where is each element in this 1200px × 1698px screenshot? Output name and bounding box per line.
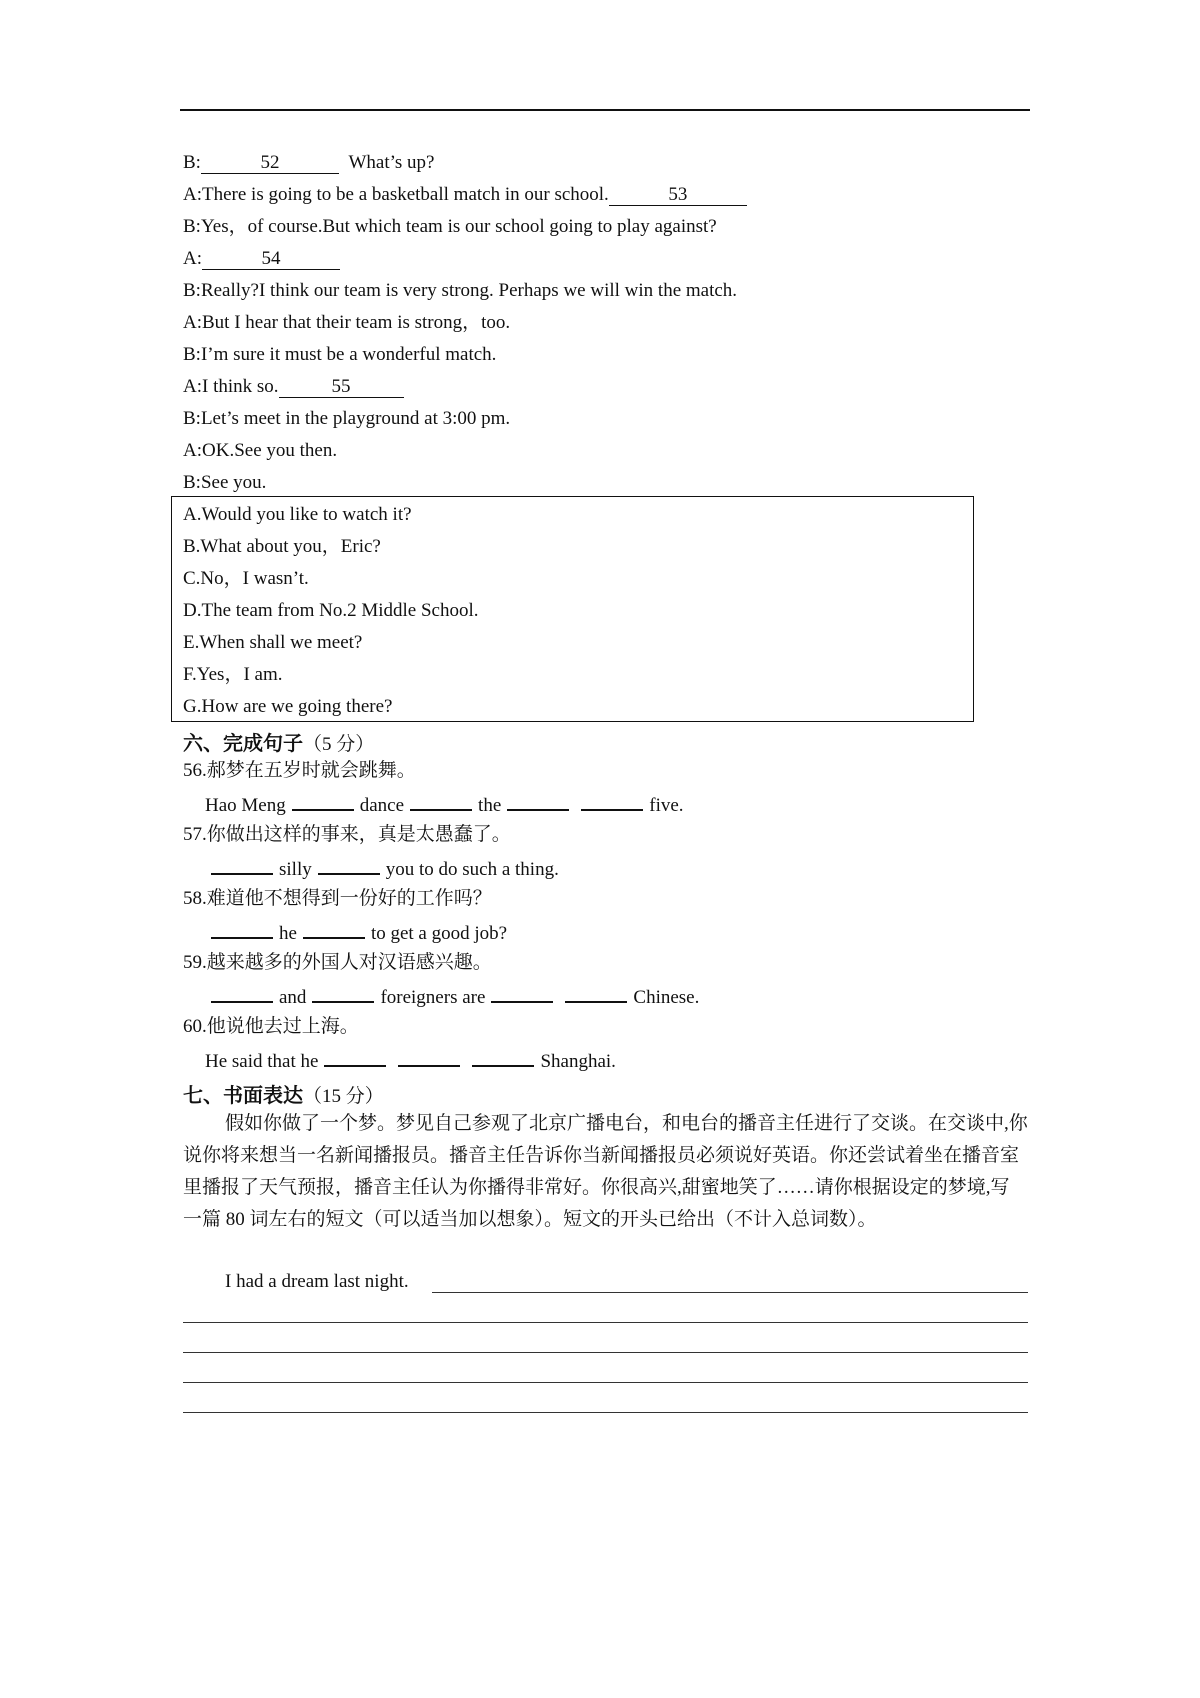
dialogue-line-54: A: 54: [183, 247, 340, 271]
answer-blank[interactable]: [507, 791, 569, 811]
answer-blank[interactable]: [211, 983, 273, 1003]
answer-blank[interactable]: [472, 1047, 534, 1067]
option-f: F.Yes，I am.: [183, 664, 283, 685]
question-60-prompt: 60.他说他去过上海。: [183, 1016, 359, 1037]
dialogue-line: A:But I hear that their team is strong，too.: [183, 312, 511, 333]
dialogue-line: B:See you.: [183, 472, 267, 493]
question-57-answer: silly you to do such a thing.: [205, 855, 559, 882]
dialogue-line: B:Yes，of course.But which team is our school going to play against?: [183, 216, 717, 237]
question-58-prompt: 58.难道他不想得到一份好的工作吗？: [183, 888, 492, 909]
answer-blank[interactable]: [211, 919, 273, 939]
answer-blank[interactable]: [491, 983, 553, 1003]
answer-blank[interactable]: [303, 919, 365, 939]
section-6-heading: 六、完成句子（5 分）: [183, 731, 375, 755]
header-rule: [180, 109, 1030, 111]
question-56-prompt: 56.郝梦在五岁时就会跳舞。: [183, 760, 416, 781]
section-7-heading: 七、书面表达（15 分）: [183, 1083, 384, 1107]
option-d: D.The team from No.2 Middle School.: [183, 600, 479, 621]
question-59-answer: and foreigners are Chinese.: [205, 983, 699, 1010]
writing-line[interactable]: [183, 1412, 1028, 1413]
question-60-answer: He said that he Shanghai.: [205, 1047, 616, 1074]
dialogue-line-55: A:I think so. 55: [183, 375, 404, 399]
option-g: G.How are we going there?: [183, 696, 393, 717]
writing-line[interactable]: [183, 1322, 1028, 1323]
question-57-prompt: 57.你做出这样的事来，真是太愚蠢了。: [183, 824, 511, 845]
answer-blank[interactable]: [318, 855, 380, 875]
option-b: B.What about you，Eric?: [183, 536, 381, 557]
question-59-prompt: 59.越来越多的外国人对汉语感兴趣。: [183, 952, 492, 973]
answer-blank-55[interactable]: 55: [279, 375, 404, 398]
dialogue-line: B:Really?I think our team is very strong. Perhaps we will win the match.: [183, 280, 738, 301]
question-56-answer: Hao Meng dance the five.: [205, 791, 684, 818]
answer-blank[interactable]: [324, 1047, 386, 1067]
answer-blank[interactable]: [581, 791, 643, 811]
answer-blank[interactable]: [312, 983, 374, 1003]
writing-start: I had a dream last night.: [225, 1271, 409, 1292]
writing-prompt: 假如你做了一个梦。梦见自己参观了北京广播电台，和电台的播音主任进行了交谈。在交谈中,你说你将来想当一名新闻播报员。播音主任告诉你当新闻播报员必须说好英语。你还尝试着坐在播音室里播报了天气预报，播音主任认为你播得非常好。你很高兴,甜蜜地笑了……请你根据设定的梦境,写一篇 80 词左右的短文（可以适当加以想象）。短文的开头已给出（不计入总词数）。: [183, 1113, 1028, 1230]
option-e: E.When shall we meet?: [183, 632, 363, 653]
dialogue-line: A:OK.See you then.: [183, 440, 338, 461]
dialogue-line-53: A:There is going to be a basketball match in our school. 53: [183, 183, 747, 207]
answer-blank-52[interactable]: 52: [201, 151, 339, 174]
option-c: C.No，I wasn’t.: [183, 568, 309, 589]
answer-blank[interactable]: [211, 855, 273, 875]
answer-blank[interactable]: [565, 983, 627, 1003]
answer-blank[interactable]: [398, 1047, 460, 1067]
writing-line[interactable]: [183, 1382, 1028, 1383]
dialogue-line-52: B: 52 What’s up?: [183, 152, 435, 173]
dialogue-line: B:Let’s meet in the playground at 3:00 pm.: [183, 408, 511, 429]
answer-blank-54[interactable]: 54: [202, 247, 340, 270]
answer-blank[interactable]: [292, 791, 354, 811]
question-58-answer: he to get a good job?: [205, 919, 507, 946]
writing-line[interactable]: [432, 1292, 1028, 1293]
answer-blank-53[interactable]: 53: [609, 183, 747, 206]
answer-blank[interactable]: [410, 791, 472, 811]
option-a: A.Would you like to watch it?: [183, 504, 412, 525]
dialogue-line: B:I’m sure it must be a wonderful match.: [183, 344, 497, 365]
writing-line[interactable]: [183, 1352, 1028, 1353]
